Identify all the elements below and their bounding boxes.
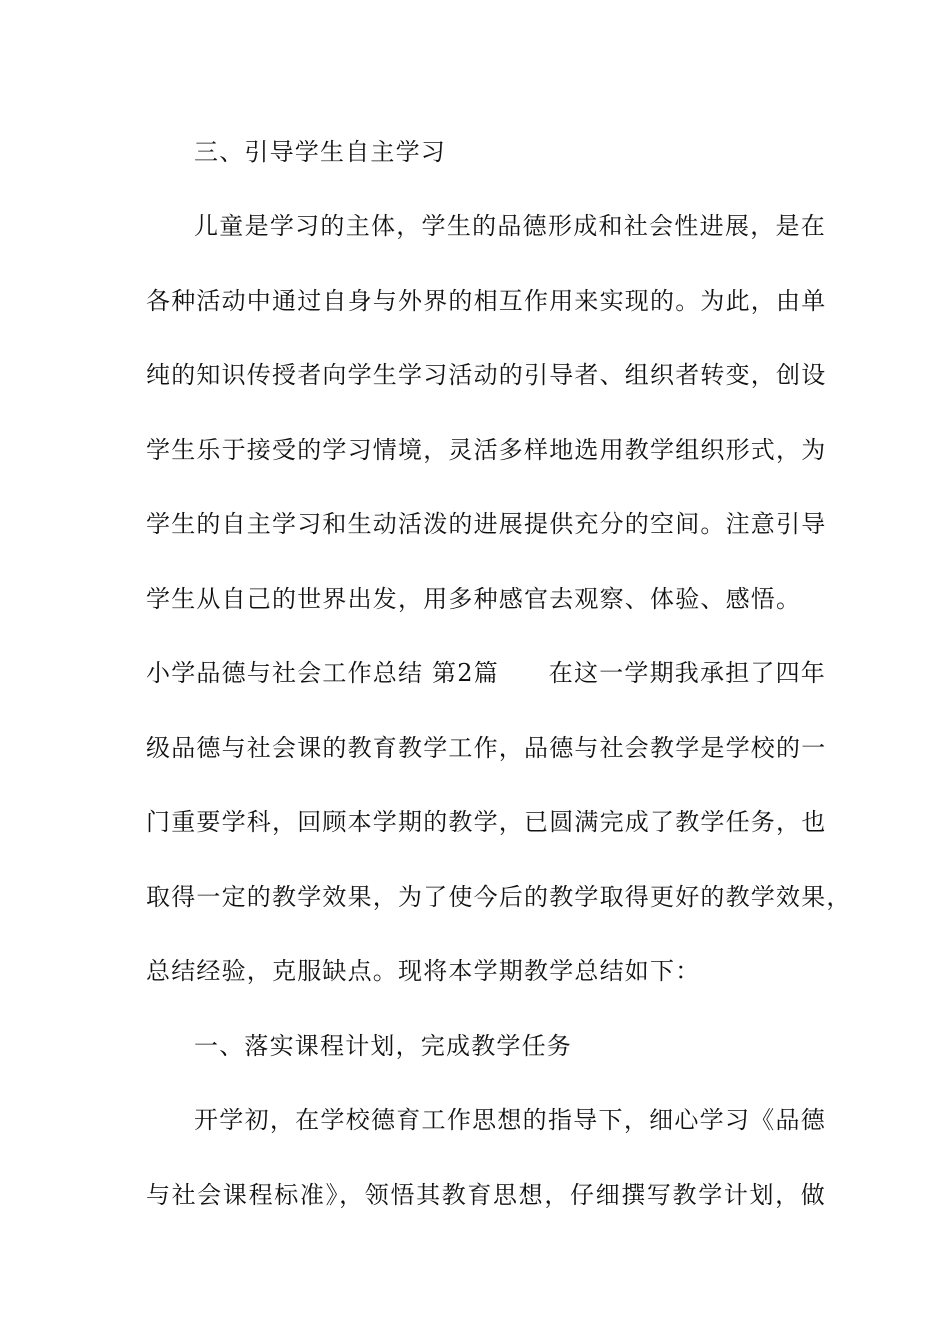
- article-first-line: 在这一学期我承担了四年: [548, 659, 826, 687]
- paragraph-line: 儿童是学习的主体，学生的品德形成和社会性进展，是在: [194, 212, 826, 240]
- paragraph-line: 学生的自主学习和生动活泼的进展提供充分的空间。注意引导: [146, 510, 827, 538]
- paragraph-line: 学生乐于接受的学习情境，灵活多样地选用教学组织形式，为: [146, 436, 827, 464]
- article-title-line: [146, 657, 826, 689]
- paragraph-line: 学生从自己的世界出发，用多种感官去观察、体验、感悟。: [146, 585, 802, 613]
- article-title: 小学品德与社会工作总结 第2篇: [146, 659, 499, 687]
- paragraph-line: 门重要学科，回顾本学期的教学，已圆满完成了教学任务，也: [146, 808, 827, 836]
- section-heading-3: 三、引导学生自主学习: [194, 138, 446, 166]
- paragraph-line: 各种活动中通过自身与外界的相互作用来实现的。为此，由单: [146, 287, 827, 315]
- paragraph-line: 取得一定的教学效果，为了使今后的教学取得更好的教学效果，: [146, 883, 852, 911]
- paragraph-line: 级品德与社会课的教育教学工作，品德与社会教学是学校的一: [146, 734, 827, 762]
- paragraph-line: 总结经验，克服缺点。现将本学期教学总结如下：: [146, 957, 701, 985]
- paragraph-line: 与社会课程标准》，领悟其教育思想，仔细撰写教学计划，做: [146, 1181, 826, 1209]
- section-heading-1: 一、落实课程计划，完成教学任务: [194, 1032, 572, 1060]
- paragraph-line: 开学初，在学校德育工作思想的指导下，细心学习《品德: [194, 1106, 826, 1134]
- paragraph-line: 纯的知识传授者向学生学习活动的引导者、组织者转变，创设: [146, 361, 827, 389]
